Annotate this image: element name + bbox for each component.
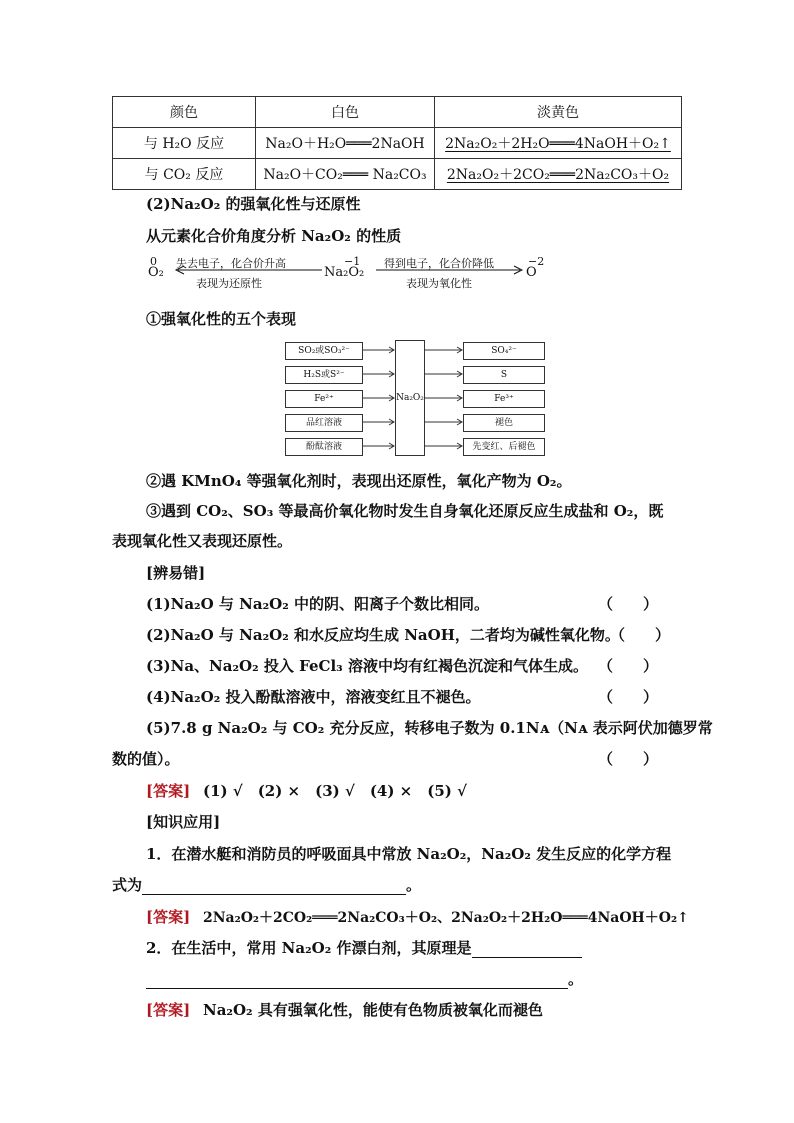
input-box: H₂S或S²⁻ bbox=[285, 366, 363, 384]
question-2-line2 bbox=[146, 968, 583, 989]
answer-paren: （ ） bbox=[598, 688, 659, 706]
table-row bbox=[113, 128, 682, 159]
table-cell: 与 CO₂ 反应 bbox=[113, 159, 256, 190]
equation-text: 2Na₂O₂＋2H₂O═══4NaOH＋O₂↑ bbox=[445, 136, 671, 152]
bianyicuo-label: [辨易错] bbox=[146, 564, 206, 582]
zhishi-label: [知识应用] bbox=[146, 813, 221, 831]
question-1: 1．在潜水艇和消防员的呼吸面具中常放 Na₂O₂，Na₂O₂ 发生反应的化学方程 bbox=[146, 845, 672, 863]
right-arrow-icon bbox=[376, 265, 526, 275]
output-box: 褪色 bbox=[463, 414, 545, 432]
point-2: ②遇 KMnO₄ 等强氧化剂时，表现出还原性，氧化产物为 O₂。 bbox=[146, 472, 572, 490]
valence-diagram bbox=[148, 255, 548, 290]
output-box: S bbox=[463, 366, 545, 384]
output-box: SO₄²⁻ bbox=[463, 342, 545, 360]
input-box: SO₂或SO₃²⁻ bbox=[285, 342, 363, 360]
judge-item: (2)Na₂O 与 Na₂O₂ 和水反应均生成 NaOH，二者均为碱性氧化物。 bbox=[146, 626, 620, 644]
judge-item: (4)Na₂O₂ 投入酚酞溶液中，溶液变红且不褪色。 bbox=[146, 688, 481, 706]
table-header-cell: 颜色 bbox=[113, 97, 256, 128]
question-text: 。 bbox=[568, 970, 584, 988]
arrow-label: 失去电子，化合价升高 bbox=[176, 257, 286, 270]
section-title: (2)Na₂O₂ 的强氧化性与还原性 bbox=[146, 195, 361, 213]
table-row bbox=[113, 97, 682, 128]
species-label: Na₂O₂ bbox=[324, 265, 365, 280]
answer-tag: [答案] bbox=[146, 908, 191, 926]
judge-item: 数的值）。 bbox=[112, 750, 180, 768]
question-text: 2．在生活中，常用 Na₂O₂ 作漂白剂，其原理是 bbox=[146, 939, 472, 957]
output-box: Fe³⁺ bbox=[463, 390, 545, 408]
input-box: Fe²⁺ bbox=[285, 390, 363, 408]
answer-text: 2Na₂O₂＋2CO₂═══2Na₂CO₃＋O₂、2Na₂O₂＋2H₂O═══4NaOH＋O₂↑ bbox=[202, 910, 689, 926]
answer-blank[interactable] bbox=[146, 970, 568, 989]
answer-line bbox=[146, 780, 467, 801]
valence-number: 0 bbox=[150, 255, 157, 268]
answer-blank[interactable] bbox=[472, 939, 582, 958]
species-label: O bbox=[526, 265, 537, 280]
answer-paren: （ ） bbox=[598, 595, 659, 613]
point-3-line2: 表现氧化性又表现还原性。 bbox=[112, 532, 293, 550]
comparison-table bbox=[112, 96, 682, 190]
arrow-label: 得到电子，化合价降低 bbox=[384, 257, 494, 270]
output-box: 先变红、后褪色 bbox=[463, 438, 545, 456]
judge-item: (5)7.8 g Na₂O₂ 与 CO₂ 充分反应，转移电子数为 0.1Nᴀ（Nᴀ 表示阿伏加德罗常 bbox=[146, 719, 713, 737]
table-cell: Na₂O＋H₂O═══2NaOH bbox=[256, 128, 435, 159]
input-box: 品红溶液 bbox=[285, 414, 363, 432]
table-cell: Na₂O＋CO₂═══ Na₂CO₃ bbox=[256, 159, 435, 190]
table-cell bbox=[435, 159, 682, 190]
answer-paren: （ ） bbox=[598, 750, 659, 768]
question-text: 式为 bbox=[112, 876, 143, 894]
input-box: 酚酞溶液 bbox=[285, 438, 363, 456]
five-title: ①强氧化性的五个表现 bbox=[146, 310, 297, 328]
judge-item: (1)Na₂O 与 Na₂O₂ 中的阴、阳离子个数比相同。 bbox=[146, 595, 490, 613]
analysis-line: 从元素化合价角度分析 Na₂O₂ 的性质 bbox=[146, 227, 402, 245]
answer-paren: （ ） bbox=[598, 657, 659, 675]
oxidation-diagram bbox=[285, 340, 547, 456]
question-text: 。 bbox=[406, 876, 422, 894]
species-label: O₂ bbox=[148, 265, 164, 280]
table-row bbox=[113, 159, 682, 190]
judge-item: (3)Na、Na₂O₂ 投入 FeCl₃ 溶液中均有红褐色沉淀和气体生成。 bbox=[146, 657, 588, 675]
arrow-label: 表现为还原性 bbox=[196, 277, 262, 290]
table-header-cell: 白色 bbox=[256, 97, 435, 128]
question-2 bbox=[146, 937, 582, 958]
answer-tag: [答案] bbox=[146, 782, 191, 800]
answer-paren: （ ） bbox=[610, 626, 671, 644]
answer-blank[interactable] bbox=[142, 876, 406, 895]
point-3-line1: ③遇到 CO₂、SO₃ 等最高价氧化物时发生自身氧化还原反应生成盐和 O₂，既 bbox=[146, 502, 664, 520]
equation-text: 2Na₂O₂＋2CO₂═══2Na₂CO₃＋O₂ bbox=[446, 167, 670, 183]
answer-tag: [答案] bbox=[146, 1001, 191, 1019]
answer-text: (1) √ (2) × (3) √ (4) × (5) √ bbox=[202, 782, 467, 800]
table-header-cell: 淡黄色 bbox=[435, 97, 682, 128]
answer-line bbox=[146, 999, 543, 1020]
valence-number: −1 bbox=[344, 255, 361, 268]
question-1-line2 bbox=[112, 874, 421, 895]
table-cell bbox=[435, 128, 682, 159]
valence-number: −2 bbox=[528, 255, 545, 268]
arrow-label: 表现为氧化性 bbox=[406, 277, 472, 290]
answer-text: Na₂O₂ 具有强氧化性，能使有色物质被氧化而褪色 bbox=[202, 1001, 543, 1019]
table-cell: 与 H₂O 反应 bbox=[113, 128, 256, 159]
answer-line bbox=[146, 906, 689, 927]
center-box: Na₂O₂ bbox=[395, 340, 425, 456]
left-arrow-icon bbox=[172, 265, 322, 275]
